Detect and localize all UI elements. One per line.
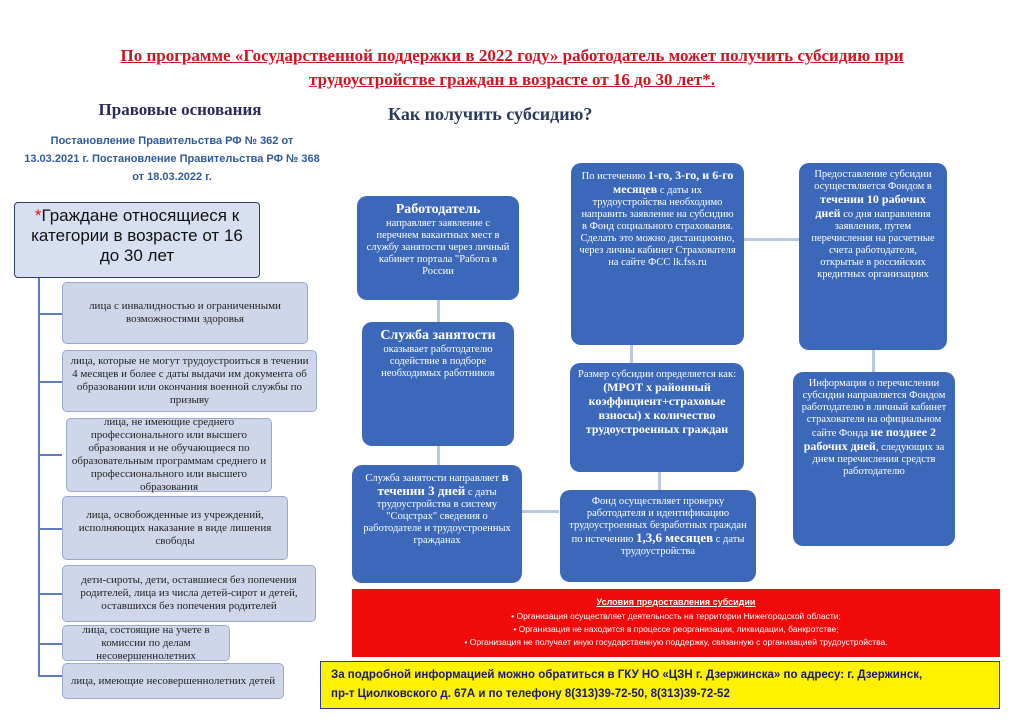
- category-item: дети-сироты, дети, оставшиеся без попечения родителей, лица из числа детей-сирот и детей, оставшихся без попечения родителей: [62, 565, 316, 622]
- flow-application: По истечению 1-го, 3-го, и 6-го месяцев с даты их трудоустройства необходимо направить заявление на субсидию в Фонд социального страхования. Сделать это можно дистанционно, через личны кабинет Страхователя на сайте ФСС lk.fss.ru: [571, 163, 744, 345]
- contact-line1: За подробной информацией можно обратиться в ГКУ НО «ЦЗН г. Дзержинска» по адресу: г. Дзержинск,: [331, 669, 923, 681]
- headline: [40, 44, 984, 92]
- flow-connector: [872, 350, 875, 372]
- tree-branch: [38, 643, 62, 645]
- category-item: лица, не имеющие среднего профессионального или высшего образования и не обучающиеся по образовательным программам среднего и профессионального или высшего образования: [66, 418, 272, 492]
- flow-amount: Размер субсидии определяется как: (МРОТ х районный коэффициент+страховые взносы) х количество трудоустроенных граждан: [570, 363, 744, 472]
- category-item: лица, освобожденные из учреждений, исполняющих наказание в виде лишения свободы: [62, 496, 288, 560]
- category-item: лица, которые не могут трудоустроиться в течении 4 месяцев и более с даты выдачи им документа об образовании или окончания военной службы по призыву: [62, 350, 317, 412]
- conditions-box: [352, 589, 1000, 657]
- flow-connector: [658, 472, 661, 490]
- flow-employment-service: Служба занятости оказывает работодателю содействие в подборе необходимых работников: [362, 322, 514, 446]
- flow-connector: [437, 445, 440, 465]
- flow-info: Информация о перечислении субсидии направляется Фондом работодателю в личный кабинет страхователя на официальном сайте Фонда не позднее 2 рабочих дней, следующих за днем перечисления средств работодателю: [793, 372, 955, 546]
- tree-branch: [38, 675, 62, 677]
- condition-item: • Организация не находится в процессе реорганизации, ликвидации, банкротстве;: [513, 624, 839, 634]
- condition-item: • Организация не получает иную государственную поддержку, связанную с организацией трудоустройства.: [464, 637, 888, 647]
- category-text: Граждане относящиеся к категории в возрасте от 16 до 30 лет: [31, 206, 243, 265]
- tree-branch: [38, 528, 62, 530]
- flow-provision: Предоставление субсидии осуществляется Фондом в течении 10 рабочих дней со дня направления заявления, путем перечисления на расчетные счета работодателя, открытые в российских кредитных организациях: [799, 163, 947, 350]
- tree-branch: [38, 313, 62, 315]
- condition-item: • Организация осуществляет деятельность на территории Нижегородской области;: [511, 611, 841, 621]
- flow-service-sends: Служба занятости направляет в течении 3 дней с даты трудоустройства в систему "Соцстрах" сведения о работодателе и трудоустроенных гражданах: [352, 465, 522, 583]
- category-item: лица, состоящие на учете в комиссии по делам несовершеннолетних: [62, 625, 230, 661]
- tree-branch: [38, 381, 62, 383]
- legal-text: Постановление Правительства РФ № 362 от 13.03.2021 г. Постановление Правительства РФ № 368 от 18.03.2022 г.: [24, 135, 320, 183]
- flow-fss-check: Фонд осуществляет проверку работодателя и идентификацию трудоустроенных безработных граждан по истечению 1,3,6 месяцев с даты трудоустройства: [560, 490, 756, 582]
- tree-vertical-line: [38, 278, 40, 676]
- flow-employer: Работодатель направляет заявление с перечнем вакантных мест в службу занятости через личный кабинет портала "Работа в России: [357, 196, 519, 300]
- category-item: лица, имеющие несовершеннолетних детей: [62, 663, 284, 699]
- flow-connector: [522, 510, 559, 513]
- category-item: лица с инвалидностью и ограниченными возможностями здоровья: [62, 282, 308, 344]
- tree-branch: [38, 454, 62, 456]
- category-box: [14, 202, 260, 278]
- contact-box: [320, 661, 1000, 709]
- tree-branch: [38, 593, 62, 595]
- how-title: Как получить субсидию?: [388, 104, 593, 124]
- flow-connector: [437, 300, 440, 322]
- flow-connector: [744, 238, 799, 241]
- flow-connector: [630, 345, 633, 363]
- headline-line1: По программе «Государственной поддержки в 2022 году» работодатель может получить субсидию при: [120, 46, 904, 65]
- conditions-title: Условия предоставления субсидии: [596, 597, 756, 607]
- contact-line2: пр-т Циолковского д. 67А и по телефону 8(313)39-72-50, 8(313)39-72-52: [331, 688, 730, 700]
- category-star: *: [34, 206, 42, 225]
- legal-title: Правовые основания: [98, 100, 262, 119]
- headline-line2: трудоустройстве граждан в возрасте от 16 до 30 лет*.: [309, 70, 715, 89]
